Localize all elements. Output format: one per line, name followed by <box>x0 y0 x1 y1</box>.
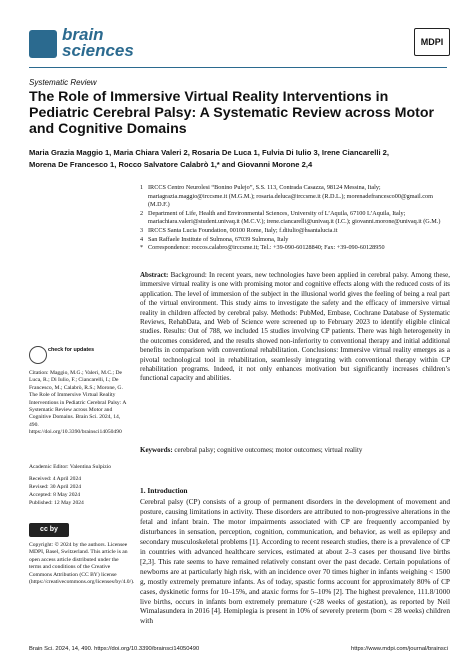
academic-editor: Academic Editor: Valentina Sulpizio <box>29 464 112 470</box>
keywords-label: Keywords: <box>140 446 173 454</box>
affiliation-item: 1 IRCCS Centro Neurolesi “Bonino Pulejo”, S.S. 113, Contrada Casazza, 98124 Messina, Italy; mariagrazia.maggio@irccsme.it (M.G.M.); rosaria.deluca@irccsme.it (R.D.L.); morenadefrancesco00@gmail.com (M.D.F.) <box>140 184 433 209</box>
article-type: Systematic Review <box>29 78 97 87</box>
footer-journal-link[interactable]: https://www.mdpi.com/journal/brainsci <box>351 646 448 652</box>
footer-citation: Brain Sci. 2024, 14, 490. https://doi.org/10.3390/brainsci14050490 <box>29 646 200 652</box>
affiliation-item: 2 Department of Life, Health and Environmental Sciences, University of L’Aquila, 67100 L’Aquila, Italy; mariachiara.valeri@student.univaq.it (M.C.V.); irene.ciancarelli@univaq.it (I.C.); giovanni.morone@univaq.it (G.M.) <box>140 209 441 226</box>
publisher-logo: MDPI <box>414 28 450 56</box>
journal-name-line1: brain <box>62 25 104 44</box>
journal-name <box>62 27 134 59</box>
header-divider <box>29 67 447 68</box>
affiliation-item: 4 San Raffaele Institute of Sulmona, 67039 Sulmona, Italy <box>140 235 289 243</box>
published-date: Published: 12 May 2024 <box>29 500 84 506</box>
author-list <box>29 147 449 171</box>
check-for-updates-icon[interactable] <box>29 346 47 364</box>
author-line-1: Maria Grazia Maggio 1, Maria Chiara Valeri 2, Rosaria De Luca 1, Fulvia Di Iulio 3, Irene Ciancarelli 2, <box>29 148 389 157</box>
accepted-date: Accepted: 8 May 2024 <box>29 492 81 498</box>
abstract <box>140 271 450 384</box>
keywords-text: cerebral palsy; cognitive outcomes; motor outcomes; virtual reality <box>174 446 363 454</box>
section-heading: 1. Introduction <box>140 486 188 495</box>
intro-text: Cerebral palsy (CP) consists of a group of permanent disorders in the development of movement and posture, causing limitations in activity. These disorders are attributed to non-progressive alterations in the fetal and infant brain. The motor impairments associated with CP are frequently accompanied by disturbances in sensation, perception, cognition, communication, and behavior, as well as epilepsy and secondary musculoskeletal problems [1]. According to recent research studies, there is a prevalence of CP in countries with advanced healthcare services, estimated at about 2–3 cases per thousand live births [2,3]. This rate seems to have remained relatively constant over the past decade. Certain populations of newborns are at particularly high risk, with an incidence over 70 times higher in infants weighing < 1500 g, mostly extremely premature infants. As of today, spastic forms account for approximately 80% of CP cases, dyskinetic forms for 10–15%, and ataxic forms for 5–10% [2]. The highest prevalence, 111.8/1000 live births, occurs in infants born extremely premature (<28 weeks of gestation), as reported by Neil Wimalasundera in 2016 [4]. Hemiplegia is present in 10% of severely preterm (born < 28 weeks) children with <box>140 497 450 626</box>
author-line-2: Morena De Francesco 1, Rocco Salvatore Calabrò 1,* and Giovanni Morone 2,4 <box>29 160 313 169</box>
affiliations <box>140 184 450 253</box>
keywords <box>140 446 450 455</box>
abstract-text: Background: In recent years, new technologies have been applied in cerebral palsy. Among these, immersive virtual reality is one with promising motor and cognitive effects along with the reduced costs of its application. The level of immersion of the subject in the illusional world gives the feeling of being a real part of the virtual environment. This study aims to investigate the safety and the efficacy of immersive virtual reality in children affected by cerebral palsy. Methods: PubMed, Embase, Cochrane Database of Systematic Reviews, RehabData, and Web of Science were screened up to February 2023 to identify eligible clinical studies. Results: Out of 788, we included 15 studies involving CP patients. There was high heterogeneity in the outcomes considered, and the results showed non-inferiority to conventional therapy and initial additional benefits in comparison with conventional rehabilitation. Conclusions: Immersive virtual reality emerges as a pivotal technological tool in rehabilitation, seamlessly integrating with conventional therapy within CP rehabilitation programs. Indeed, it not only enhances motivation but significantly increases children’s functional capacity and abilities. <box>140 271 451 383</box>
abstract-label: Abstract: <box>140 271 169 279</box>
revised-date: Revised: 30 April 2024 <box>29 484 82 490</box>
article-title: The Role of Immersive Virtual Reality Interventions in Pediatric Cerebral Palsy: A Systematic Review across Motor and Cognitive Domains <box>29 89 435 137</box>
copyright-notice: Copyright: © 2024 by the authors. Licensee MDPI, Basel, Switzerland. This article is an open access article distributed under the terms and conditions of the Creative Commons Attribution (CC BY) license (https://creativecommons.org/licenses/by/4.0/). <box>29 542 135 586</box>
citation: Citation: Maggio, M.G.; Valeri, M.C.; De Luca, R.; Di Iulio, F.; Ciancarelli, I.; De Francesco, M.; Calabrò, R.S.; Morone, G. The Role of Immersive Virtual Reality Interventions in Pediatric Cerebral Palsy: A Systematic Review across Motor and Cognitive Domains. Brain Sci. 2024, 14, 490. https://doi.org/10.3390/brainsci14050490 <box>29 370 127 436</box>
received-date: Received: 4 April 2024 <box>29 476 82 482</box>
cc-license-icon[interactable]: cc by <box>29 523 69 537</box>
journal-name-line2: sciences <box>62 41 134 60</box>
affiliation-item: 3 IRCCS Santa Lucia Foundation, 00100 Rome, Italy; f.diiulio@hsantalucia.it <box>140 226 338 234</box>
affiliation-item: * Correspondence: roccos.calabro@irccsme.it; Tel.: +39-090-60128840; Fax: +39-090-60128950 <box>140 244 385 252</box>
journal-logo-icon <box>29 30 57 58</box>
check-for-updates-label[interactable]: check for updates <box>48 347 95 353</box>
